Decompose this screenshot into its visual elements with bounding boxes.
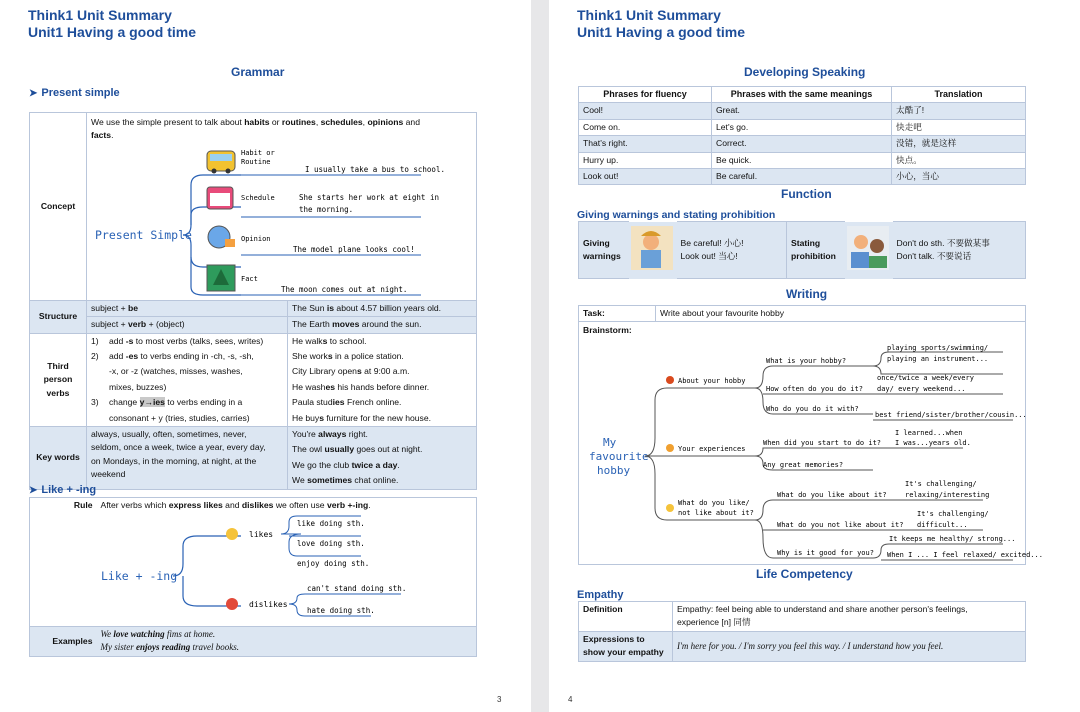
like-ing-mindmap: [101, 512, 473, 620]
tree-icon: [207, 265, 235, 291]
function-table: [578, 221, 1026, 279]
brainstorm-label: Brainstorm:: [583, 325, 632, 336]
svg-text:How often do you do it?: How often do you do it?: [766, 384, 863, 393]
phrase-row: Cool! Great. 太酷了!: [579, 103, 1026, 119]
number-2-icon: [666, 444, 674, 452]
number-3-icon: [666, 504, 674, 512]
unit-summary-title: Think1 Unit Summary: [28, 7, 172, 23]
dislikes-label: dislikes: [248, 600, 288, 610]
example-1: We love watching fims at home.: [100, 628, 216, 639]
hobby-mindmap: [583, 338, 1043, 559]
structure-label: Structure: [30, 300, 87, 333]
examples-row: [30, 626, 477, 656]
third-person-row-4: mixes, buzzes) He washes his hands before dinner.: [30, 380, 477, 395]
svg-text:Habit or: Habit or: [241, 148, 275, 157]
svg-text:hate doing sth.: hate doing sth.: [306, 606, 375, 616]
concept-row: [30, 113, 477, 301]
definition-label: Definition: [579, 602, 673, 632]
svg-text:playing an instrument...: playing an instrument...: [887, 354, 989, 363]
unit-title: Unit1 Having a good time: [28, 24, 197, 40]
svg-text:What is your hobby?: What is your hobby?: [766, 356, 847, 365]
concept-label: Concept: [30, 113, 87, 301]
phrase-row: Come on. Let's go. 快走吧: [579, 119, 1026, 135]
svg-text:favourite: favourite: [589, 449, 649, 463]
phrases-table: [578, 86, 1026, 185]
svg-text:relaxing/interesting: relaxing/interesting: [905, 490, 990, 499]
key-words-row-2: The owl usually goes out at night.: [30, 442, 477, 457]
opinion-example: The model plane looks cool!: [293, 244, 415, 254]
svg-text:Schedule: Schedule: [241, 193, 275, 202]
developing-speaking-heading: Developing Speaking: [744, 65, 866, 79]
empathy-table: [578, 601, 1026, 662]
mindmap-center: Present Simple: [95, 227, 192, 242]
svg-text:I was...years old.: I was...years old.: [895, 438, 971, 447]
svg-text:When I ... I feel relaxed/ exc: When I ... I feel relaxed/ excited...: [887, 550, 1043, 559]
task-label: Task:: [579, 306, 656, 322]
rule-text: After verbs which express likes and dislikes we often use verb +-ing.: [100, 500, 371, 510]
svg-text:love doing sth.: love doing sth.: [296, 539, 365, 549]
svg-text:day/ every weekend...: day/ every weekend...: [877, 384, 966, 393]
key-words-list: always, usually, often, sometimes, never, seldom, once a week, twice a year, every day, on Mondays, in the morning, at night, at the weekend: [87, 427, 288, 490]
expressions-label: Expressions to show your empathy: [579, 631, 673, 661]
arrow-bullet-icon: ➤: [29, 88, 38, 99]
svg-text:Why is it good for you?: Why is it good for you?: [777, 548, 874, 557]
example-2: My sister enjoys reading travel books.: [100, 642, 240, 653]
writing-table: [578, 305, 1043, 565]
smile-icon: [226, 528, 238, 540]
frown-icon: [226, 598, 238, 610]
svg-text:It's challenging/: It's challenging/: [905, 479, 977, 488]
svg-text:hobby: hobby: [597, 463, 631, 477]
structure-row-1: Structure subject + be The Sun is about 4.57 billion years old.: [30, 300, 477, 316]
unit-summary-title: Think1 Unit Summary: [577, 7, 721, 23]
third-person-row-3: -x, or -z (watches, misses, washes, City Library opens at 9:00 a.m.: [30, 364, 477, 379]
bus-icon: [207, 151, 235, 174]
third-person-row-6: consonant + y (tries, studies, carries) He buys furniture for the new house.: [30, 411, 477, 427]
function-row: Giving warnings Be careful! 小心! Look out! 当心! Stating prohibition Don't do sth. 不要做某事 Don't talk. 不要说话: [579, 222, 1026, 279]
task-row: [579, 306, 1026, 322]
rule-label: Rule: [30, 498, 97, 627]
svg-text:Who do you do it with?: Who do you do it with?: [766, 404, 859, 413]
svg-text:playing sports/swimming/: playing sports/swimming/: [887, 343, 989, 352]
brainstorm-row: [579, 322, 1026, 565]
page-number-right: 4: [568, 695, 573, 704]
phrase-row: That's right. Correct. 没错，就是这样: [579, 136, 1026, 152]
svg-text:once/twice a week/every: once/twice a week/every: [877, 373, 974, 382]
present-simple-heading: ➤ Present simple: [29, 87, 120, 99]
svg-text:What do you not like about it?: What do you not like about it?: [777, 520, 904, 529]
grammar-heading: Grammar: [231, 65, 285, 79]
page-right: [549, 0, 1080, 712]
svg-text:the morning.: the morning.: [299, 204, 354, 214]
stating-prohibition-label: Stating prohibition: [787, 222, 845, 279]
giving-warnings-label: Giving warnings: [579, 222, 629, 279]
phrase-row: Hurry up. Be quick. 快点。: [579, 152, 1026, 168]
svg-text:Your experiences: Your experiences: [678, 444, 746, 453]
third-person-row-1: Third person verbs 1) add -s to most verbs (talks, sees, writes) He walks to school.: [30, 333, 477, 349]
task-text: Write about your favourite hobby: [656, 306, 1026, 322]
svg-text:best friend/sister/brother/cou: best friend/sister/brother/cousin...: [875, 410, 1027, 419]
third-person-row-2: 2) add -es to verbs ending in -ch, -s, -sh, She works in a police station.: [30, 349, 477, 364]
expressions-row: [579, 631, 1026, 661]
concept-text: We use the simple present to talk about habits or routines, schedules, opinions and: [91, 117, 420, 127]
concept-cell: We use the simple present to talk about habits or routines, schedules, opinions and facts. Present Simple Habit or Routine I usually take a bus to school. Schedule She starts her work at eight in the morning. Opinion The model plane looks cool! Fact The moon comes out at night.: [87, 113, 477, 301]
unit-title: Unit1 Having a good time: [577, 24, 746, 40]
svg-text:It's challenging/: It's challenging/: [917, 509, 989, 518]
key-words-label: Key words: [30, 427, 87, 490]
key-words-row-1: Key words always, usually, often, sometimes, never, seldom, once a week, twice a year, every day, on Mondays, in the morning, at night, at the weekend You're always right.: [30, 427, 477, 443]
arrow-bullet-icon: ➤: [29, 485, 38, 496]
writing-heading: Writing: [786, 287, 828, 301]
examples-label: Examples: [30, 626, 97, 656]
hobby-center: My: [603, 435, 617, 449]
function-heading: Function: [781, 187, 832, 201]
svg-text:What do you like about it?: What do you like about it?: [777, 490, 887, 499]
svg-text:enjoy doing sth.: enjoy doing sth.: [296, 559, 369, 569]
number-1-icon: [666, 376, 674, 384]
key-words-row-4: We sometimes chat online.: [30, 473, 477, 489]
svg-text:can't stand doing sth.: can't stand doing sth.: [306, 584, 406, 594]
svg-text:It keeps me healthy/ strong...: It keeps me healthy/ strong...: [889, 534, 1016, 543]
life-competency-heading: Life Competency: [756, 567, 853, 581]
empathy-heading: Empathy: [577, 589, 624, 601]
svg-text:difficult...: difficult...: [917, 520, 968, 529]
like-ing-center: Like + -ing: [100, 569, 177, 584]
present-simple-mindmap: [91, 145, 471, 297]
warning-person-icon: [631, 226, 673, 270]
calendar-icon: [207, 187, 233, 209]
habit-example: I usually take a bus to school.: [305, 164, 445, 174]
expressions-text: I'm here for you. / I'm sorry you feel this way. / I understand how you feel.: [673, 631, 1026, 661]
page-left: [0, 0, 531, 712]
structure-row-2: subject + verb + (object) The Earth moves around the sun.: [30, 317, 477, 333]
schedule-example: She starts her work at eight in: [299, 192, 439, 202]
present-simple-table: [29, 112, 477, 490]
svg-text:When did you start to do it?: When did you start to do it?: [763, 438, 882, 447]
likes-label: likes: [248, 530, 273, 540]
svg-text:What do you like/: What do you like/: [678, 498, 750, 507]
opinion-icon: [208, 226, 235, 248]
like-ing-heading: ➤ Like + -ing: [29, 484, 97, 496]
third-person-row-5: 3) change y→ies to verbs ending in a Paula studies French online.: [30, 395, 477, 410]
svg-text:Opinion: Opinion: [241, 234, 271, 243]
phrase-row: Look out! Be careful. 小心，当心: [579, 169, 1026, 185]
giving-warnings-heading: Giving warnings and stating prohibition: [577, 209, 776, 221]
svg-text:Any great memories?: Any great memories?: [763, 460, 844, 469]
key-words-row-3: We go the club twice a day.: [30, 458, 477, 473]
page-number-left: 3: [497, 695, 502, 704]
svg-text:I learned...when: I learned...when: [895, 428, 963, 437]
svg-text:Fact: Fact: [241, 274, 258, 283]
svg-text:Routine: Routine: [241, 157, 271, 166]
svg-text:About your hobby: About your hobby: [678, 376, 746, 385]
definition-row: Definition Empathy: feel being able to understand and share another person's feelings, experience [n] 同情: [579, 602, 1026, 632]
prohibition-person-icon: [847, 226, 889, 270]
phrases-header: Phrases for fluency Phrases with the same meanings Translation: [579, 87, 1026, 103]
third-person-label: Third person verbs: [30, 333, 87, 426]
svg-text:not like about it?: not like about it?: [678, 508, 754, 517]
fact-example: The moon comes out at night.: [281, 284, 408, 294]
rule-row: [30, 498, 477, 627]
svg-text:like doing sth.: like doing sth.: [296, 519, 365, 529]
like-ing-table: [29, 497, 477, 657]
